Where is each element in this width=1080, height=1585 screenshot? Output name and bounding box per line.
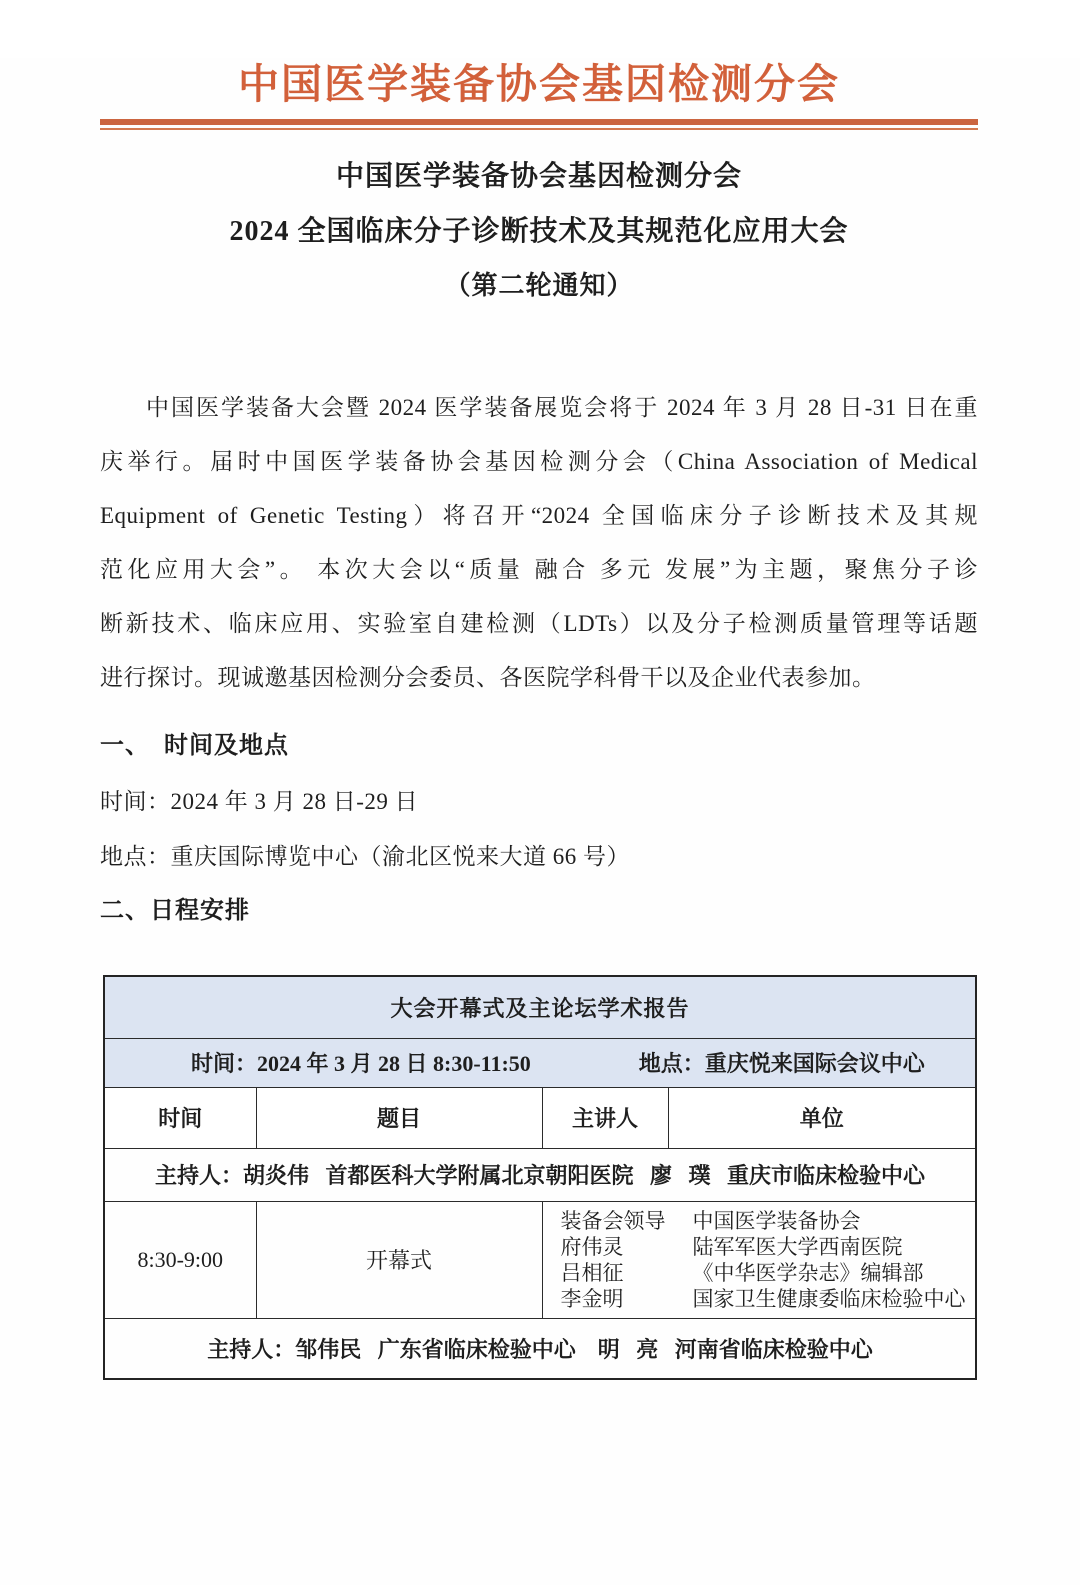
session-time-label: 时间：2024 年 3 月 28 日 8:30-11:50 [191, 1051, 531, 1076]
opening-title-cell: 开幕式 [256, 1201, 542, 1318]
speaker-name: 府伟灵 [560, 1234, 624, 1259]
intro-line-6: 进行探讨。现诚邀基因检测分会委员、各医院学科骨干以及企业代表参加。 [100, 665, 876, 690]
table-session-cell [104, 1038, 976, 1087]
speaker-org: 《中华医学杂志》编辑部 [692, 1260, 924, 1285]
host-row-2-text: 主持人：邹伟民 广东省临床检验中心 明 亮 河南省临床检验中心 [104, 1318, 976, 1379]
intro-paragraph [100, 381, 978, 705]
speaker-name: 李金明 [560, 1286, 624, 1311]
intro-line-2: 庆举行。届时中国医学装备协会基因检测分会（China Association of Medical [100, 449, 978, 474]
intro-line-3: Equipment of Genetic Testing）将召开“2024 全国临床分子诊断技术及其规 [100, 503, 978, 528]
doc-title-conference: 2024 全国临床分子诊断技术及其规范化应用大会 [229, 216, 849, 247]
intro-line-4: 范化应用大会”。 本次大会以“质量 融合 多元 发展”为主题，聚焦分子诊 [100, 557, 978, 582]
opening-speakers-cell [542, 1201, 976, 1318]
document-page [0, 58, 1080, 1585]
opening-ceremony-row [104, 1201, 976, 1318]
intro-line-5: 断新技术、临床应用、实验室自建检测（LDTs）以及分子检测质量管理等话题 [100, 611, 978, 636]
table-column-header-row [104, 1087, 976, 1148]
host-row-2 [104, 1318, 976, 1379]
speaker-name: 吕相征 [560, 1260, 624, 1285]
speaker-org: 陆军军医大学西南医院 [692, 1234, 903, 1259]
speaker-row [561, 1208, 972, 1234]
section-time-line: 时间：2024 年 3 月 28 日-29 日 [100, 789, 419, 814]
doc-title-association: 中国医学装备协会基因检测分会 [335, 161, 742, 192]
speaker-row [561, 1234, 972, 1260]
host-row-1-text: 主持人：胡炎伟 首都医科大学附属北京朝阳医院 廖 璞 重庆市临床检验中心 [104, 1148, 976, 1201]
intro-line-1: 中国医学装备大会暨 2024 医学装备展览会将于 2024 年 3 月 28 日-31 日在重 [146, 395, 978, 420]
column-header-time: 时间 [104, 1087, 256, 1148]
host-row-1 [104, 1148, 976, 1201]
speaker-name: 装备会领导 [560, 1208, 666, 1233]
letterhead-title: 中国医学装备协会基因检测分会 [238, 61, 840, 107]
section-place-line: 地点：重庆国际博览中心（渝北区悦来大道 66 号） [100, 844, 630, 869]
opening-time-cell: 8:30-9:00 [104, 1201, 256, 1318]
session-info [105, 1047, 975, 1078]
letterhead-divider [100, 119, 978, 130]
speaker-row [561, 1286, 972, 1312]
column-header-topic: 题目 [256, 1087, 542, 1148]
column-header-org: 单位 [668, 1087, 976, 1148]
section-heading-time-place: 一、 时间及地点 [100, 733, 289, 759]
table-banner-title: 大会开幕式及主论坛学术报告 [104, 976, 976, 1038]
speaker-org: 中国医学装备协会 [692, 1208, 861, 1233]
speaker-org: 国家卫生健康委临床检验中心 [692, 1286, 966, 1311]
doc-title-notice-round: （第二轮通知） [444, 271, 634, 300]
speaker-row [561, 1260, 972, 1286]
speaker-list [543, 1202, 976, 1318]
table-banner-row [104, 976, 976, 1038]
schedule-table [103, 975, 977, 1380]
table-session-row [104, 1038, 976, 1087]
session-place-label: 地点：重庆悦来国际会议中心 [638, 1051, 925, 1076]
section-heading-agenda: 二、日程安排 [100, 898, 250, 924]
column-header-speaker: 主讲人 [542, 1087, 668, 1148]
